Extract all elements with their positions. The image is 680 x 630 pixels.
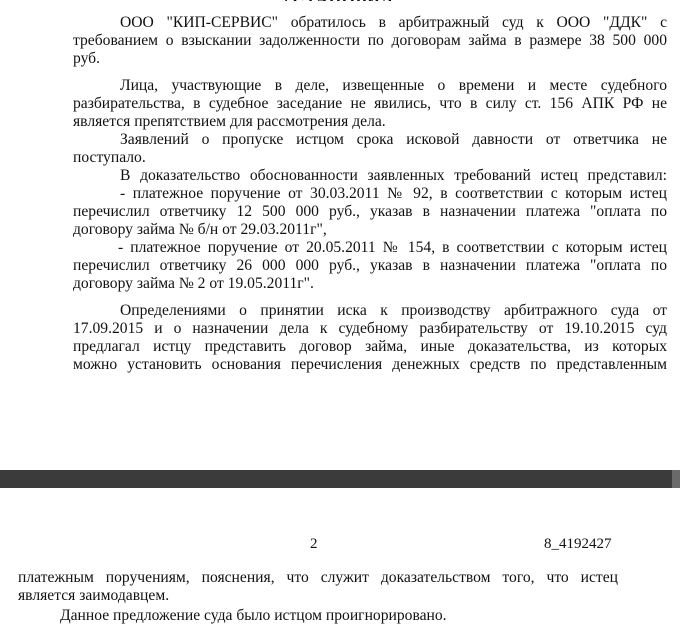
text-line: Заявлений о пропуске истцом срока исковой давности от ответчика не [120, 131, 667, 148]
text-line: договору займа № б/н от 29.03.2011г", [73, 221, 327, 238]
text-line: - платежное поручение от 20.05.2011 № 154, в соответствии с которым истец [118, 239, 667, 256]
text-line: ООО "КИП-СЕРВИС" обратилось в арбитражный суд к ООО "ДДК" с [120, 14, 667, 31]
page-number: 2 [310, 536, 318, 552]
text-line: предлагал истцу представить договор займа, иные доказательства, из которых [73, 338, 667, 355]
section-heading [0, 0, 680, 1]
text-line: поступало. [73, 149, 146, 166]
text-line: можно установить основания перечисления денежных средств по представленным [73, 356, 667, 373]
text-line: требованием о взыскании задолженности по договорам займа в размере 38 500 000 [73, 32, 667, 49]
text-line: является заимодавцем. [18, 587, 170, 604]
text-line: разбирательства, в судебное заседание не явились, что в силу ст. 156 АПК РФ не [73, 95, 667, 112]
text-line: договору займа № 2 от 19.05.2011г". [73, 275, 314, 292]
text-line: Данное предложение суда было истцом проигнорировано. [60, 607, 447, 624]
text-line: 17.09.2015 и о назначении дела к судебному разбирательству от 19.10.2015 суд [73, 320, 667, 337]
text-line: руб. [73, 50, 101, 67]
text-line: В доказательство обоснованности заявленных требований истец представил: [120, 167, 667, 184]
text-line: перечислил ответчику 26 000 000 руб., указав в назначении платежа "оплата по [73, 257, 667, 274]
text-line: - платежное поручение от 30.03.2011 № 92, в соответствии с которым истец [120, 185, 667, 202]
text-line: перечислил ответчику 12 500 000 руб., указав в назначении платежа "оплата по [73, 203, 667, 220]
text-line: Определениями о принятии иска к производству арбитражного суда от [120, 302, 667, 319]
text-line: Лица, участвующие в деле, извещенные о времени и месте судебного [120, 77, 667, 94]
document-page-2 [0, 488, 680, 630]
text-line: платежным поручениям, пояснения, что служит доказательством того, что истец [18, 569, 618, 586]
case-code: 8_4192427 [544, 536, 612, 552]
page-separator [0, 470, 680, 488]
text-line: является препятствием для рассмотрения дела. [73, 113, 386, 130]
